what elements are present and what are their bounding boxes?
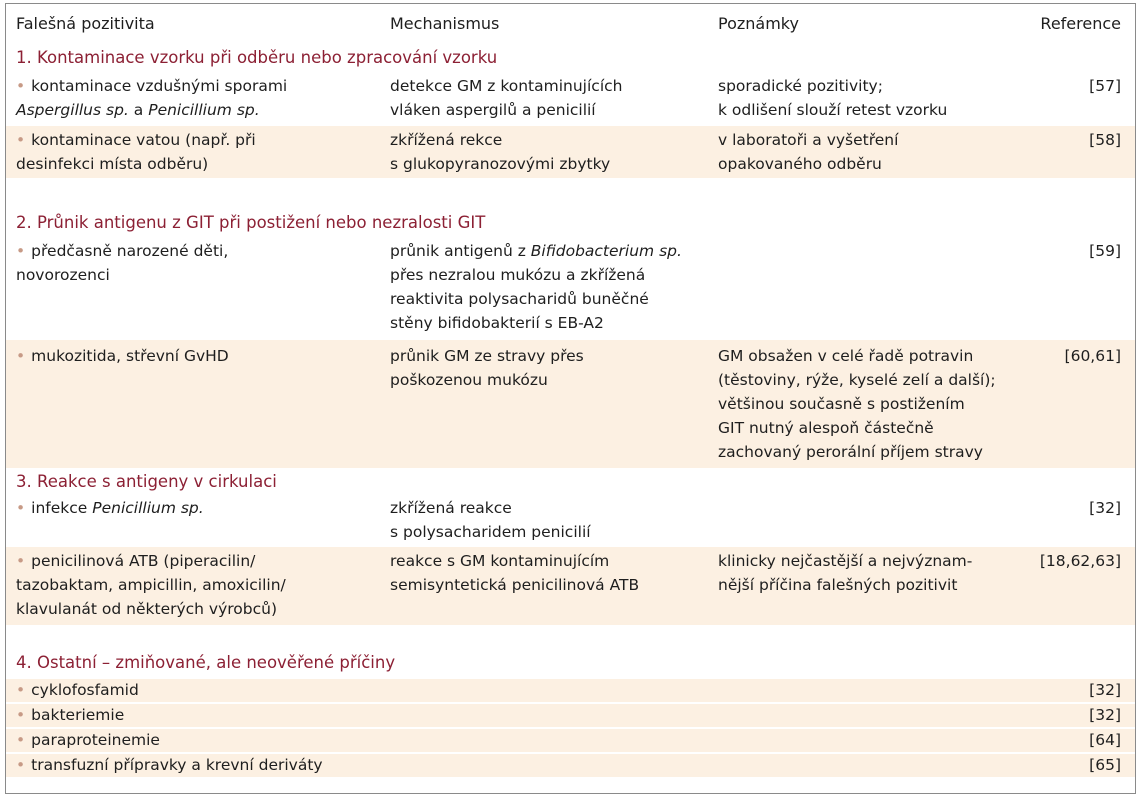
item-italic: Penicillium sp. bbox=[92, 499, 204, 517]
table-header-row bbox=[6, 12, 1135, 42]
reference-cell: [58] bbox=[1089, 131, 1121, 149]
item-text: kontaminace vzdušnými sporami bbox=[31, 77, 288, 95]
bullet-icon: • bbox=[16, 77, 26, 95]
section-title-2: 2. Průnik antigenu z GIT při postižení nebo nezralosti GIT bbox=[16, 213, 486, 232]
item-text: transfuzní přípravky a krevní deriváty bbox=[31, 756, 323, 774]
false-positivity-cell bbox=[16, 344, 376, 368]
item-text: bakteriemie bbox=[31, 706, 125, 724]
false-positivity-cell bbox=[16, 239, 376, 287]
header-reference: Reference bbox=[1040, 14, 1121, 33]
reference-cell: [59] bbox=[1089, 242, 1121, 260]
table-row bbox=[6, 754, 1135, 777]
reference-cell: [32] bbox=[1089, 499, 1121, 517]
table-frame bbox=[5, 3, 1136, 794]
reference-cell: [18,62,63] bbox=[1039, 552, 1121, 570]
section-title-3: 3. Reakce s antigeny v cirkulaci bbox=[16, 472, 277, 491]
mechanism-cell: zkřížená reakce s polysacharidem penicilií bbox=[390, 499, 591, 541]
notes-cell: klinicky nejčastější a nejvýznam- nější příčina falešných pozitivit bbox=[718, 552, 973, 594]
item-text: mukozitida, střevní GvHD bbox=[31, 347, 229, 365]
bullet-icon: • bbox=[16, 242, 26, 260]
bullet-icon: • bbox=[16, 347, 26, 365]
reference-cell: [60,61] bbox=[1064, 347, 1121, 365]
bullet-icon: • bbox=[16, 756, 26, 774]
table-row bbox=[6, 496, 1135, 546]
table-row bbox=[6, 679, 1135, 702]
notes-cell: v laboratoři a vyšetření opakovaného odběru bbox=[718, 131, 899, 173]
bullet-icon: • bbox=[16, 706, 26, 724]
reference-cell: [57] bbox=[1089, 77, 1121, 95]
false-positivity-cell bbox=[16, 704, 376, 727]
table-row bbox=[6, 704, 1135, 727]
item-text: cyklofosfamid bbox=[31, 681, 139, 699]
mechanism-text: přes nezralou mukózu a zkřížená reaktivita polysacharidů buněčné stěny bifidobakterií s EB-A2 bbox=[390, 266, 649, 332]
header-notes: Poznámky bbox=[718, 14, 799, 33]
item-text: infekce bbox=[31, 499, 93, 517]
section-title-4: 4. Ostatní – zmiňované, ale neověřené příčiny bbox=[16, 653, 396, 672]
mechanism-cell: detekce GM z kontaminujících vláken aspergilů a penicilií bbox=[390, 77, 623, 119]
false-positivity-cell bbox=[16, 754, 376, 777]
table-row bbox=[6, 74, 1135, 124]
bullet-icon: • bbox=[16, 552, 26, 570]
table-row bbox=[6, 547, 1135, 625]
mechanism-cell: průnik GM ze stravy přes poškozenou mukózu bbox=[390, 347, 584, 389]
bullet-icon: • bbox=[16, 499, 26, 517]
item-text: a bbox=[128, 101, 149, 119]
reference-cell: [32] bbox=[1089, 706, 1121, 724]
false-positivity-cell bbox=[16, 496, 376, 520]
section-title-1: 1. Kontaminace vzorku při odběru nebo zpracování vzorku bbox=[16, 48, 498, 67]
reference-cell: [32] bbox=[1089, 681, 1121, 699]
bullet-icon: • bbox=[16, 681, 26, 699]
table-row bbox=[6, 126, 1135, 178]
false-positivity-cell bbox=[16, 679, 376, 702]
item-italic: Penicillium sp. bbox=[148, 101, 260, 119]
mechanism-italic: Bifidobacterium sp. bbox=[530, 242, 682, 260]
reference-cell: [65] bbox=[1089, 756, 1121, 774]
item-italic: Aspergillus sp. bbox=[16, 101, 129, 119]
mechanism-cell: reakce s GM kontaminujícím semisyntetická penicilinová ATB bbox=[390, 552, 640, 594]
bullet-icon: • bbox=[16, 131, 26, 149]
item-text: předčasně narozené děti, novorozenci bbox=[16, 242, 229, 284]
false-positivity-cell bbox=[16, 74, 376, 122]
header-mechanism: Mechanismus bbox=[390, 14, 500, 33]
table-row bbox=[6, 340, 1135, 468]
bullet-icon: • bbox=[16, 731, 26, 749]
item-text: paraproteinemie bbox=[31, 731, 160, 749]
notes-cell: sporadické pozitivity; k odlišení slouží retest vzorku bbox=[718, 77, 948, 119]
table-row bbox=[6, 239, 1135, 337]
header-false-positivity: Falešná pozitivita bbox=[16, 14, 155, 33]
false-positivity-cell bbox=[16, 128, 376, 176]
item-text: kontaminace vatou (např. při desinfekci místa odběru) bbox=[16, 131, 256, 173]
item-text: penicilinová ATB (piperacilin/ tazobaktam, ampicillin, amoxicilin/ klavulanát od některých výrobců) bbox=[16, 552, 286, 618]
notes-cell: GM obsažen v celé řadě potravin (těstoviny, rýže, kyselé zelí a další); většinou současně s postižením GIT nutný alespoň částečně zachovaný perorální příjem stravy bbox=[718, 347, 996, 461]
false-positivity-cell bbox=[16, 729, 376, 752]
mechanism-cell bbox=[390, 239, 710, 335]
table-row bbox=[6, 729, 1135, 752]
reference-cell: [64] bbox=[1089, 731, 1121, 749]
false-positivity-cell bbox=[16, 549, 376, 621]
mechanism-cell: zkřížená rekce s glukopyranozovými zbytky bbox=[390, 131, 611, 173]
mechanism-text: průnik antigenů z bbox=[390, 242, 531, 260]
